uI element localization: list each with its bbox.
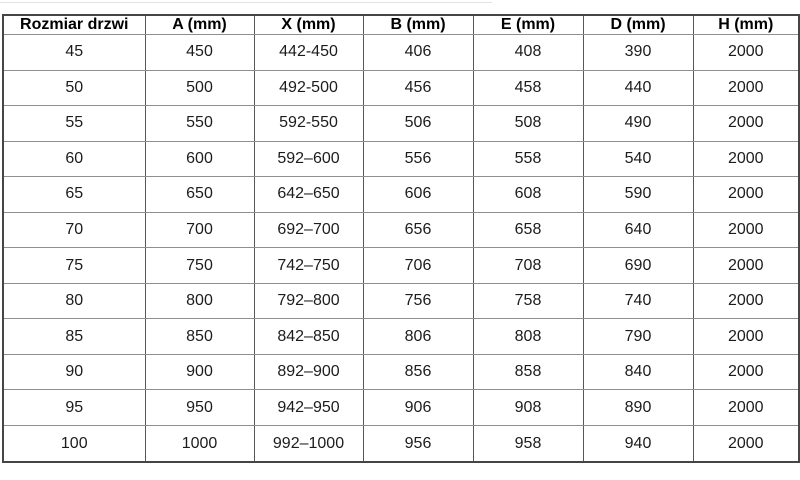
table-cell: 600: [145, 141, 254, 177]
table-row: [3, 70, 799, 106]
table-cell: 70: [3, 212, 145, 248]
table-row: [3, 354, 799, 390]
table-cell: 440: [583, 70, 693, 106]
table-row: [3, 319, 799, 355]
table-cell: 456: [363, 70, 473, 106]
table-cell: 556: [363, 141, 473, 177]
table-cell: 858: [473, 354, 583, 390]
table-cell: 390: [583, 35, 693, 71]
table-cell: 490: [583, 106, 693, 142]
table-cell: 2000: [693, 426, 799, 462]
table-cell: 900: [145, 354, 254, 390]
table-row: [3, 390, 799, 426]
table-cell: 406: [363, 35, 473, 71]
table-cell: 75: [3, 248, 145, 284]
table-cell: 806: [363, 319, 473, 355]
table-cell: 940: [583, 426, 693, 462]
table-cell: 756: [363, 283, 473, 319]
table-cell: 658: [473, 212, 583, 248]
table-cell: 942–950: [254, 390, 363, 426]
table-cell: 450: [145, 35, 254, 71]
table-cell: 740: [583, 283, 693, 319]
table-cell: 2000: [693, 177, 799, 213]
table-cell: 808: [473, 319, 583, 355]
table-cell: 656: [363, 212, 473, 248]
table-cell: 690: [583, 248, 693, 284]
table-cell: 95: [3, 390, 145, 426]
table-cell: 458: [473, 70, 583, 106]
table-cell: 65: [3, 177, 145, 213]
table-cell: 2000: [693, 390, 799, 426]
table-cell: 842–850: [254, 319, 363, 355]
table-cell: 45: [3, 35, 145, 71]
table-cell: 500: [145, 70, 254, 106]
table-cell: 80: [3, 283, 145, 319]
table-cell: 750: [145, 248, 254, 284]
table-row: [3, 212, 799, 248]
table-cell: 706: [363, 248, 473, 284]
table-cell: 2000: [693, 70, 799, 106]
table-cell: 692–700: [254, 212, 363, 248]
table-cell: 908: [473, 390, 583, 426]
table-cell: 992–1000: [254, 426, 363, 462]
column-header: A (mm): [145, 15, 254, 35]
header-row: [3, 15, 799, 35]
table-cell: 2000: [693, 35, 799, 71]
table-row: [3, 426, 799, 462]
table-cell: 550: [145, 106, 254, 142]
table-cell: 2000: [693, 248, 799, 284]
table-cell: 442-450: [254, 35, 363, 71]
table-row: [3, 35, 799, 71]
table-cell: 558: [473, 141, 583, 177]
column-header: H (mm): [693, 15, 799, 35]
table-cell: 60: [3, 141, 145, 177]
scan-artifact-line: [0, 2, 492, 3]
table-cell: 592-550: [254, 106, 363, 142]
column-header: Rozmiar drzwi: [3, 15, 145, 35]
table-cell: 790: [583, 319, 693, 355]
table-cell: 590: [583, 177, 693, 213]
table-row: [3, 283, 799, 319]
table-cell: 492-500: [254, 70, 363, 106]
table-cell: 758: [473, 283, 583, 319]
table-cell: 2000: [693, 319, 799, 355]
table-cell: 792–800: [254, 283, 363, 319]
door-sizes-table: [2, 14, 800, 463]
table-row: [3, 106, 799, 142]
table-cell: 540: [583, 141, 693, 177]
column-header: B (mm): [363, 15, 473, 35]
table-cell: 100: [3, 426, 145, 462]
table-cell: 906: [363, 390, 473, 426]
table-cell: 408: [473, 35, 583, 71]
table-cell: 608: [473, 177, 583, 213]
column-header: D (mm): [583, 15, 693, 35]
table-cell: 642–650: [254, 177, 363, 213]
column-header: X (mm): [254, 15, 363, 35]
table-row: [3, 141, 799, 177]
table-body: [3, 35, 799, 463]
table-cell: 2000: [693, 212, 799, 248]
table-cell: 55: [3, 106, 145, 142]
table-cell: 892–900: [254, 354, 363, 390]
table-cell: 640: [583, 212, 693, 248]
table-cell: 508: [473, 106, 583, 142]
table-cell: 956: [363, 426, 473, 462]
table-cell: 50: [3, 70, 145, 106]
table-cell: 856: [363, 354, 473, 390]
table-cell: 506: [363, 106, 473, 142]
table-cell: 708: [473, 248, 583, 284]
table-cell: 2000: [693, 106, 799, 142]
table-cell: 90: [3, 354, 145, 390]
table-cell: 1000: [145, 426, 254, 462]
table-cell: 2000: [693, 141, 799, 177]
table-cell: 650: [145, 177, 254, 213]
table-cell: 850: [145, 319, 254, 355]
table-cell: 85: [3, 319, 145, 355]
table-row: [3, 248, 799, 284]
table-cell: 2000: [693, 283, 799, 319]
table-cell: 800: [145, 283, 254, 319]
table-cell: 592–600: [254, 141, 363, 177]
table-cell: 606: [363, 177, 473, 213]
table-cell: 700: [145, 212, 254, 248]
table-row: [3, 177, 799, 213]
table-cell: 742–750: [254, 248, 363, 284]
table-cell: 2000: [693, 354, 799, 390]
table-cell: 958: [473, 426, 583, 462]
table-cell: 950: [145, 390, 254, 426]
table-cell: 840: [583, 354, 693, 390]
column-header: E (mm): [473, 15, 583, 35]
table-cell: 890: [583, 390, 693, 426]
